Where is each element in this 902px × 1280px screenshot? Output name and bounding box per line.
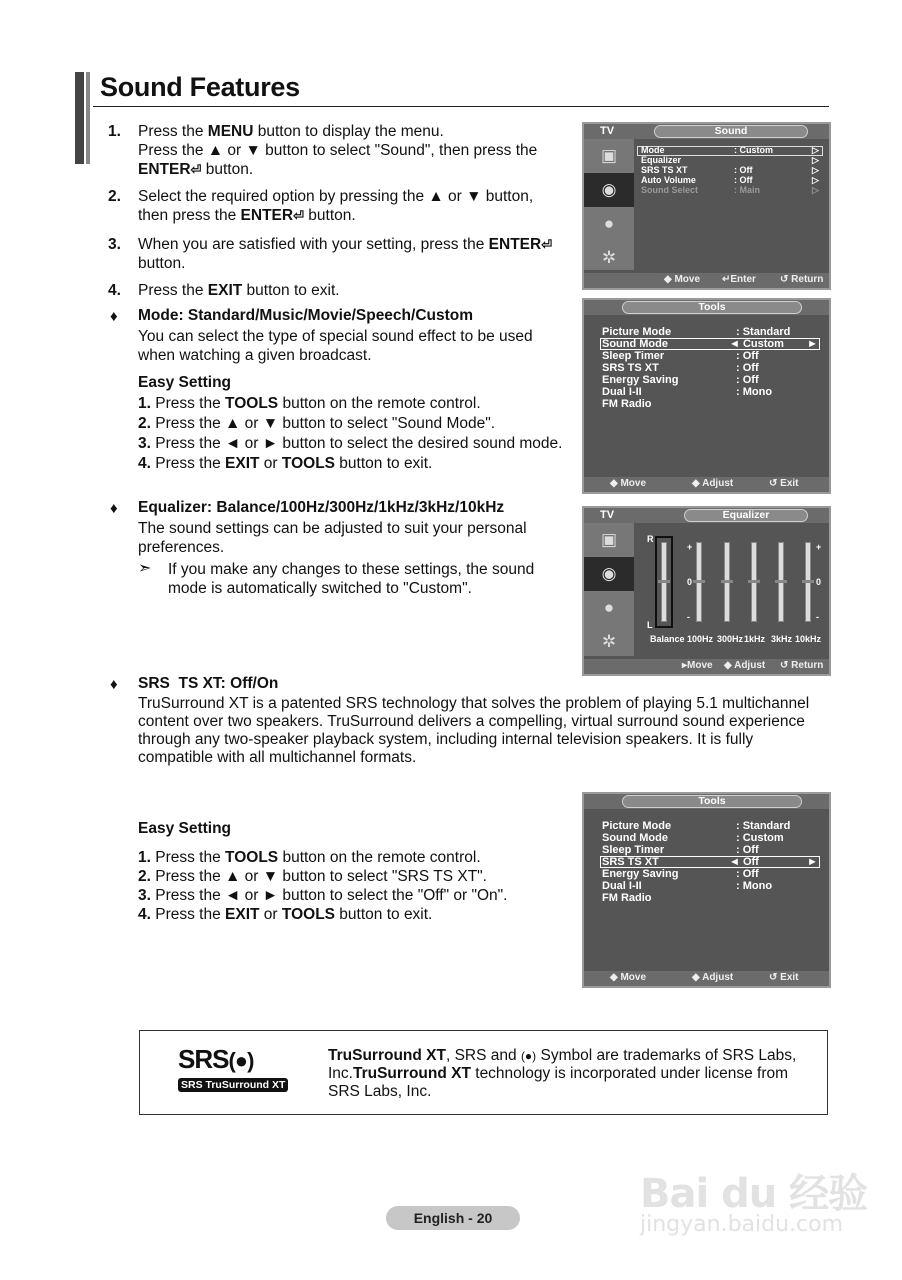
osd-value: : Off [736,374,759,386]
enter-hint: ↵Enter [722,274,756,285]
osd-row-label[interactable]: Sound Mode [602,338,668,350]
osd-row-label[interactable]: FM Radio [602,892,652,904]
osd-value: : Mono [736,386,773,398]
balance-l-label: L [647,620,653,630]
eq-slider-knob[interactable] [658,580,670,583]
setup-icon[interactable]: ✲ [601,248,617,267]
osd-value: : Off [736,844,759,856]
list-item: 3. Press the ◄ or ► button to select the "Off" or "On". [138,887,508,904]
osd-value: ◄ Off [729,856,759,868]
step-text: Press the [138,282,208,299]
title-accent-bar-light [86,72,90,164]
osd-row-label[interactable]: Sound Mode [602,832,668,844]
eq-slider-knob[interactable] [802,580,814,583]
osd-row-label[interactable]: Dual I-II [602,386,642,398]
enter-icon: ⏎ [190,162,202,177]
osd-tv-label: TV [600,509,615,521]
mode-desc-line: when watching a given broadcast. [138,347,372,364]
osd-row-label[interactable]: Energy Saving [602,868,679,880]
equalizer-description [138,519,527,557]
srs-desc-line: compatible with all multichannel formats. [138,749,417,766]
sound-icon[interactable]: ◉ [584,557,634,591]
plus-label: + [687,542,693,552]
osd-value: : Off [734,175,753,185]
page-number-badge: English - 20 [386,1206,520,1230]
band-label: 100Hz [687,634,714,644]
step-bold: MENU [207,123,254,140]
step-text: then press the [138,207,241,224]
adjust-hint: ◆ Adjust [692,478,734,489]
srs-logo [178,1045,290,1093]
adjust-hint: ◆ Adjust [724,660,766,671]
band-label: 10kHz [795,634,822,644]
equalizer-heading: Equalizer: Balance/100Hz/300Hz/1kHz/3kHz/10kHz [138,499,505,516]
note-arrow-icon: ➣ [138,560,152,577]
return-hint: ↺ Return [780,274,824,285]
eq-slider-knob[interactable] [775,580,787,583]
osd-tv-label: TV [600,125,615,137]
list-item: 4. Press the EXIT or TOOLS button to exit. [138,906,433,923]
adjust-hint: ◆ Adjust [692,972,734,983]
srs-easy-setting-title: Easy Setting [138,820,232,837]
osd-row-label[interactable]: Picture Mode [602,820,672,832]
band-label: 3kHz [771,634,793,644]
osd-row-mode[interactable]: Mode [641,145,665,155]
osd-value: : Standard [736,326,791,338]
osd-row-sound-select[interactable]: Sound Select [641,185,699,195]
osd-footer [584,659,829,674]
equalizer-note [168,560,534,598]
osd-value: : Off [736,868,759,880]
mode-heading: Mode: Standard/Music/Movie/Speech/Custom [138,307,474,324]
bullet-mode: ♦ [110,308,118,325]
step-text: When you are satisfied with your setting, press the [138,236,489,253]
osd-tools-srs [582,792,831,988]
arrow-right-icon: ▷ [812,145,819,155]
osd-row-equalizer[interactable]: Equalizer [641,155,682,165]
note-line: mode is automatically switched to "Custom". [168,580,472,597]
step-text: button. [201,161,254,178]
watermark-brand: Bai du 经验 [640,1171,868,1217]
trademark-box [139,1030,828,1115]
move-hint: ▸Move [682,660,713,671]
srs-heading: SRS TS XT: Off/On [138,675,279,692]
srs-easy-setting-list [138,848,507,924]
osd-value: : Standard [736,820,791,832]
arrow-right-icon: ▷ [812,185,819,195]
list-item: 3. Press the ◄ or ► button to select the desired sound mode. [138,435,563,452]
band-label: 1kHz [744,634,766,644]
arrow-right-icon[interactable]: ► [807,856,818,868]
osd-sound-menu [582,122,831,290]
osd-value: : Mono [736,880,773,892]
osd-row-srs[interactable]: SRS TS XT [641,165,688,175]
srs-desc-line: through any two-speaker playback system, including internal television speakers. It is fully [138,731,754,748]
exit-hint: ↺ Exit [769,478,799,489]
band-label: 300Hz [717,634,744,644]
step-number: 3. [108,236,121,253]
step-bold: ENTER [240,207,294,224]
step-number: 2. [108,188,121,205]
zero-label: 0 [687,577,693,587]
eq-slider-knob[interactable] [748,580,760,583]
balance-r-label: R [647,534,654,544]
bullet-equalizer: ♦ [110,500,118,517]
mode-description [138,327,533,365]
watermark-url: jingyan.baidu.com [640,1212,844,1237]
arrow-right-icon[interactable]: ► [807,338,818,350]
osd-row-label[interactable]: SRS TS XT [602,856,659,868]
osd-title: Sound [654,125,808,138]
equalizer-desc-line: preferences. [138,539,225,556]
osd-row-label[interactable]: Energy Saving [602,374,679,386]
list-item: 1. Press the TOOLS button on the remote control. [138,395,481,412]
srs-symbol-icon: (●) [228,1048,254,1073]
picture-icon[interactable]: ▣ [600,530,618,549]
srs-logo-text: SRS [178,1044,229,1074]
mode-easy-setting-list [138,394,562,474]
step-text: Press the ▲ or ▼ button to select "Sound", then press the [138,142,538,159]
osd-sidebar [584,523,634,656]
srs-desc-line: content over two speakers. TruSurround delivers a compelling, virtual surround sound experience [138,713,805,730]
step-number: 1. [108,123,121,140]
step-text: Press the [138,123,208,140]
channel-icon[interactable]: ● [603,598,615,617]
list-item: 1. Press the TOOLS button on the remote control. [138,849,481,866]
osd-row-label[interactable]: FM Radio [602,398,652,410]
osd-value: : Off [736,350,759,362]
step-text: button to display the menu. [253,123,444,140]
move-hint: ◆ Move [664,274,701,285]
osd-row-auto-volume[interactable]: Auto Volume [641,175,696,185]
osd-row-label[interactable]: Picture Mode [602,326,672,338]
arrow-right-icon: ▷ [812,175,819,185]
move-hint: ◆ Move [610,478,647,489]
arrow-right-icon: ▷ [812,155,819,165]
eq-slider-knob[interactable] [693,580,705,583]
osd-sidebar [584,139,634,270]
band-label: Balance [650,634,685,644]
step-bold: EXIT [207,282,243,299]
srs-logo-subtitle: SRS TruSurround XT [178,1078,288,1092]
osd-value: : Custom [734,145,773,155]
osd-title: Equalizer [684,509,808,522]
mode-easy-setting-title: Easy Setting [138,374,232,391]
osd-value: : Main [734,185,760,195]
title-accent-bar [75,72,84,164]
enter-icon: ⏎ [541,237,553,252]
list-item: 2. Press the ▲ or ▼ button to select "SRS TS XT". [138,868,487,885]
move-hint: ◆ Move [610,972,647,983]
osd-row-label[interactable]: SRS TS XT [602,362,659,374]
title-rule [93,106,829,107]
srs-symbol-icon: (●) [520,1049,537,1063]
zero-label: 0 [816,577,822,587]
osd-row-label[interactable]: Sleep Timer [602,844,665,856]
step-text: button. [304,207,356,224]
equalizer-desc-line: The sound settings can be adjusted to suit your personal [138,520,527,537]
step-text: button to exit. [242,282,340,299]
step-text: Select the required option by pressing the ▲ or ▼ button, [138,188,534,205]
osd-tools-sound-mode [582,298,831,494]
srs-desc-line: TruSurround XT is a patented SRS technology that solves the problem of playing 5.1 multichannel [138,695,810,712]
note-line: If you make any changes to these settings, the sound [168,561,535,578]
osd-value: : Custom [736,832,784,844]
exit-hint: ↺ Exit [769,972,799,983]
step-bold: ENTER [488,236,542,253]
trademark-text: TruSurround XT, SRS and (●) Symbol are trademarks of SRS Labs, Inc.TruSurround XT technology is incorporated under license from SRS Labs, Inc. [328,1047,797,1100]
minus-label: - [816,612,819,622]
page-title: Sound Features [100,72,300,102]
step-text: button. [138,255,186,272]
osd-value: ◄ Custom [729,338,784,350]
enter-icon: ⏎ [293,208,304,223]
picture-icon[interactable]: ▣ [600,146,618,165]
osd-title: Tools [622,301,802,314]
osd-row-label[interactable]: Dual I-II [602,880,642,892]
srs-description [138,695,838,767]
osd-equalizer [582,506,831,676]
osd-footer [584,273,829,288]
osd-row-label[interactable]: Sleep Timer [602,350,665,362]
return-hint: ↺ Return [780,660,824,671]
step-number: 4. [108,282,121,299]
list-item: 4. Press the EXIT or TOOLS button to exit. [138,455,433,472]
list-item: 2. Press the ▲ or ▼ button to select "Sound Mode". [138,415,496,432]
eq-slider-knob[interactable] [721,580,733,583]
bullet-srs: ♦ [110,676,118,693]
minus-label: - [687,612,690,622]
osd-footer [584,971,829,986]
osd-value: : Off [734,165,753,175]
sound-icon[interactable]: ◉ [584,173,634,207]
osd-title: Tools [622,795,802,808]
plus-label: + [816,542,822,552]
setup-icon[interactable]: ✲ [601,632,617,651]
osd-footer [584,477,829,492]
step-bold: ENTER [138,161,191,178]
osd-value: : Off [736,362,759,374]
channel-icon[interactable]: ● [603,214,615,233]
arrow-right-icon: ▷ [812,165,819,175]
mode-desc-line: You can select the type of special sound effect to be used [138,328,533,345]
